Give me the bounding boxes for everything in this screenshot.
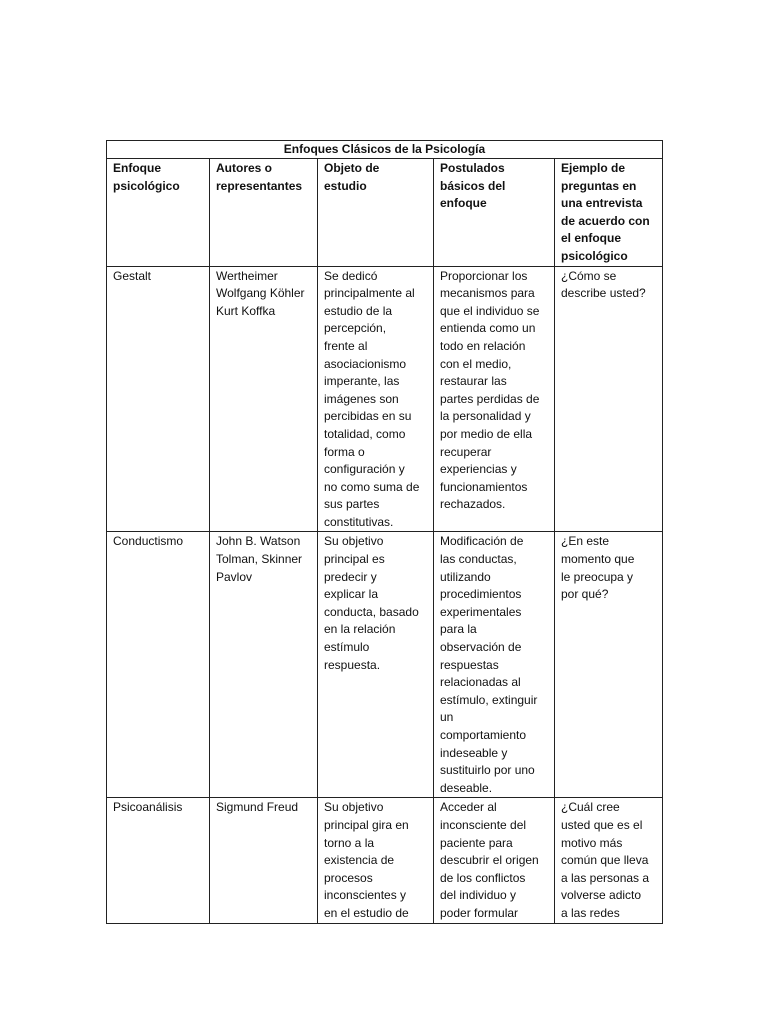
cell-ejemplo-text: ¿Cuál cree usted que es el motivo más común que lleva a las personas a volverse adicto a las redes (561, 800, 650, 920)
table-row-gestalt (107, 266, 663, 532)
header-cell-objeto (318, 159, 434, 267)
header-autores-text: Autores o representantes (216, 161, 303, 193)
cell-autores (210, 266, 318, 532)
cell-objeto-text: Su objetivo principal es predecir y explicar la conducta, basado en la relación estímulo respuesta. (324, 534, 419, 672)
cell-autores (210, 532, 318, 798)
cell-objeto (318, 266, 434, 532)
header-objeto-text: Objeto de estudio (324, 161, 380, 193)
cell-postulados (434, 798, 555, 923)
header-cell-enfoque (107, 159, 210, 267)
cell-autores-text: John B. Watson Tolman, Skinner Pavlov (216, 534, 303, 584)
cell-enfoque-text: Conductismo (113, 534, 184, 549)
header-cell-ejemplo (555, 159, 663, 267)
cell-enfoque (107, 798, 210, 923)
cell-ejemplo-text: ¿Cómo se describe usted? (561, 268, 646, 301)
cell-postulados-text: Acceder al inconsciente del paciente para descubrir el origen de los conflictos del individuo y poder formular (440, 800, 539, 920)
header-ejemplo-text: Ejemplo de preguntas en una entrevista de acuerdo con el enfoque psicológico (561, 161, 650, 263)
cell-postulados (434, 266, 555, 532)
cell-objeto (318, 532, 434, 798)
header-postulados-text: Postulados básicos del enfoque (440, 161, 506, 211)
psychology-approaches-table (106, 140, 663, 924)
cell-enfoque (107, 532, 210, 798)
table-header-row (107, 159, 663, 267)
document-table-container (106, 140, 662, 924)
cell-postulados-text: Proporcionar los mecanismos para que el individuo se entienda como un todo en relación con el medio, restaurar las partes perdidas de la personalidad y por medio de ella recuperar experiencias y funcionamientos rechazados. (440, 268, 540, 512)
header-cell-postulados (434, 159, 555, 267)
cell-ejemplo (555, 798, 663, 923)
cell-enfoque-text: Psicoanálisis (113, 800, 183, 815)
table-title: Enfoques Clásicos de la Psicología (107, 141, 663, 159)
cell-objeto (318, 798, 434, 923)
table-title-row (107, 141, 663, 159)
cell-postulados (434, 532, 555, 798)
cell-autores (210, 798, 318, 923)
cell-enfoque (107, 266, 210, 532)
cell-objeto-text: Su objetivo principal gira en torno a la existencia de procesos inconscientes y en el estudio de (324, 800, 409, 920)
cell-ejemplo (555, 532, 663, 798)
header-cell-autores (210, 159, 318, 267)
table-row-conductismo (107, 532, 663, 798)
cell-autores-text: Wertheimer Wolfgang Köhler Kurt Koffka (216, 268, 305, 318)
cell-objeto-text: Se dedicó principalmente al estudio de la percepción, frente al asociacionismo imperante, las imágenes son percibidas en su totalidad, como forma o configuración y no como suma de sus partes constitutivas. (324, 268, 420, 529)
cell-ejemplo-text: ¿En este momento que le preocupa y por qué? (561, 534, 635, 602)
cell-autores-text: Sigmund Freud (216, 800, 299, 815)
cell-postulados-text: Modificación de las conductas, utilizando procedimientos experimentales para la observación de respuestas relacionadas al estímulo, extinguir un comportamiento indeseable y sustituirlo por uno deseable. (440, 534, 538, 795)
table-row-psicoanalisis (107, 798, 663, 923)
cell-enfoque-text: Gestalt (113, 268, 152, 283)
header-enfoque-text: Enfoque psicológico (113, 161, 180, 193)
cell-ejemplo (555, 266, 663, 532)
